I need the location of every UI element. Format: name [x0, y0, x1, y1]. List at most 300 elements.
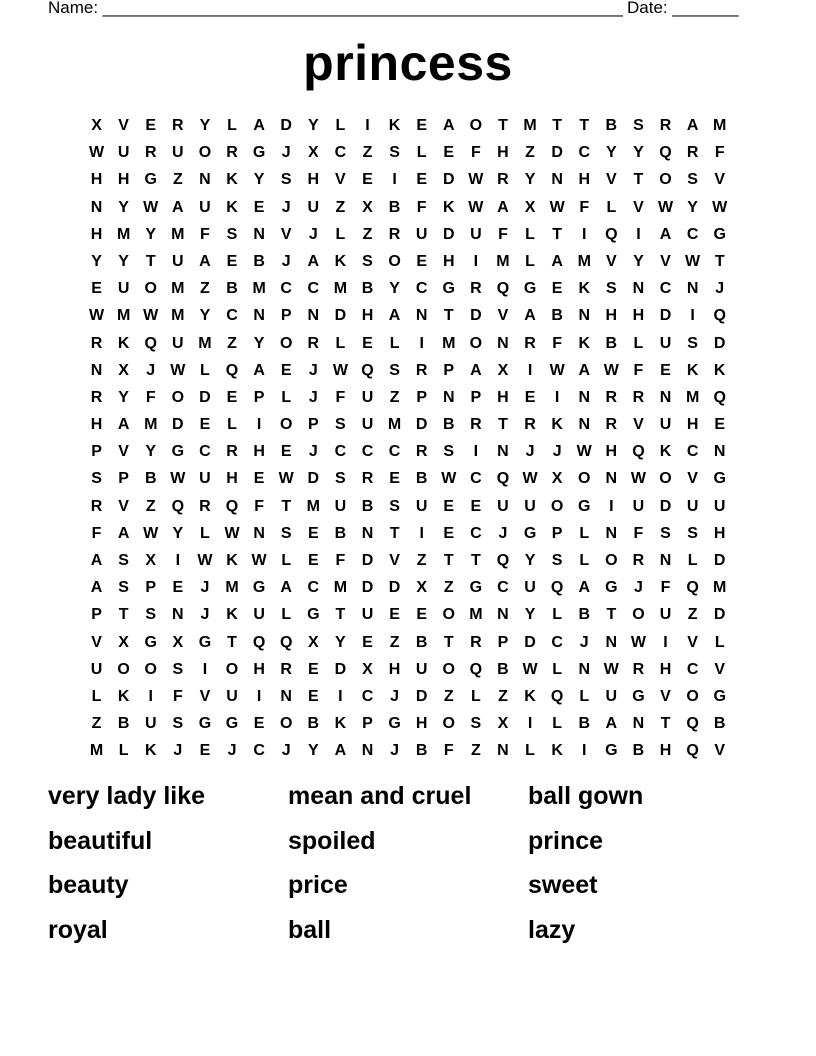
grid-cell[interactable]: Z — [389, 388, 400, 406]
grid-cell[interactable]: V — [605, 171, 617, 189]
grid-cell[interactable]: U — [415, 497, 428, 515]
grid-cell[interactable]: Q — [686, 715, 699, 733]
grid-cell[interactable]: V — [660, 687, 671, 705]
grid-cell[interactable]: T — [389, 524, 400, 542]
grid-cell[interactable]: X — [118, 633, 129, 651]
grid-cell[interactable]: M — [387, 416, 402, 434]
grid-cell[interactable]: H — [497, 388, 509, 406]
grid-cell[interactable]: B — [442, 416, 455, 434]
grid-cell[interactable]: S — [687, 171, 698, 189]
grid-cell[interactable]: E — [362, 334, 373, 352]
grid-cell[interactable]: K — [686, 361, 699, 379]
grid-cell[interactable]: Y — [389, 280, 400, 298]
grid-cell[interactable]: O — [388, 252, 401, 270]
grid-cell[interactable]: G — [523, 280, 537, 298]
grid-cell[interactable]: A — [334, 742, 347, 760]
grid-cell[interactable]: R — [361, 470, 374, 488]
grid-cell[interactable]: N — [713, 443, 726, 461]
grid-cell[interactable]: N — [361, 742, 374, 760]
grid-cell[interactable]: P — [443, 361, 455, 379]
grid-cell[interactable]: J — [552, 443, 562, 461]
grid-cell[interactable]: E — [416, 171, 427, 189]
grid-cell[interactable]: U — [659, 416, 672, 434]
grid-cell[interactable]: K — [334, 252, 347, 270]
grid-cell[interactable]: F — [498, 225, 508, 243]
date-field[interactable]: Date: _______ — [627, 0, 739, 17]
grid-cell[interactable]: F — [335, 552, 346, 569]
grid-cell[interactable]: N — [497, 334, 509, 352]
grid-cell[interactable]: R — [659, 117, 672, 134]
grid-cell[interactable]: Q — [144, 334, 157, 352]
grid-cell[interactable]: L — [389, 334, 400, 352]
grid-cell[interactable]: L — [579, 552, 590, 569]
grid-cell[interactable]: N — [659, 552, 672, 569]
grid-cell[interactable]: B — [117, 715, 130, 733]
grid-cell[interactable]: R — [415, 443, 428, 461]
grid-cell[interactable]: S — [389, 361, 400, 379]
grid-cell[interactable]: P — [362, 715, 373, 733]
grid-cell[interactable]: Y — [253, 171, 265, 189]
grid-cell[interactable]: G — [144, 171, 157, 189]
grid-cell[interactable]: M — [333, 280, 348, 298]
grid-cell[interactable]: L — [200, 361, 210, 379]
grid-cell[interactable]: K — [226, 606, 238, 624]
grid-cell[interactable]: N — [280, 687, 292, 705]
grid-cell[interactable]: D — [524, 633, 536, 651]
grid-cell[interactable]: Y — [524, 552, 536, 569]
grid-cell[interactable]: D — [361, 552, 374, 569]
grid-cell[interactable]: R — [307, 334, 320, 352]
grid-cell[interactable]: I — [365, 117, 370, 134]
grid-cell[interactable]: I — [338, 687, 343, 705]
grid-cell[interactable]: N — [442, 388, 455, 406]
grid-cell[interactable]: A — [470, 361, 482, 379]
grid-cell[interactable]: G — [523, 524, 537, 542]
grid-cell[interactable]: Q — [225, 361, 239, 379]
grid-cell[interactable]: L — [606, 198, 617, 216]
grid-cell[interactable]: G — [469, 579, 483, 597]
grid-cell[interactable]: U — [686, 497, 699, 515]
grid-cell[interactable]: T — [498, 117, 508, 134]
grid-cell[interactable]: U — [361, 416, 374, 434]
grid-cell[interactable]: T — [443, 307, 454, 325]
grid-cell[interactable]: Q — [659, 144, 672, 162]
grid-cell[interactable]: U — [415, 660, 428, 678]
grid-cell[interactable]: I — [202, 660, 208, 678]
grid-cell[interactable]: I — [527, 715, 533, 733]
grid-cell[interactable]: T — [660, 715, 671, 733]
grid-cell[interactable]: X — [524, 198, 536, 216]
grid-cell[interactable]: N — [659, 388, 672, 406]
grid-cell[interactable]: L — [281, 388, 292, 406]
grid-cell[interactable]: B — [226, 280, 238, 298]
grid-cell[interactable]: R — [524, 416, 536, 434]
grid-cell[interactable]: B — [361, 497, 374, 515]
grid-cell[interactable]: N — [415, 307, 428, 325]
grid-cell[interactable]: V — [714, 171, 726, 189]
grid-cell[interactable]: F — [633, 524, 644, 542]
grid-cell[interactable]: O — [225, 660, 239, 678]
grid-cell[interactable]: F — [200, 225, 210, 243]
grid-cell[interactable]: Q — [496, 280, 510, 298]
grid-cell[interactable]: A — [605, 715, 618, 733]
grid-cell[interactable]: Q — [496, 470, 510, 488]
grid-cell[interactable]: H — [632, 307, 645, 325]
grid-cell[interactable]: O — [442, 606, 455, 624]
grid-cell[interactable]: B — [415, 633, 428, 651]
grid-cell[interactable]: E — [280, 361, 292, 379]
grid-cell[interactable]: D — [172, 416, 184, 434]
grid-cell[interactable]: J — [308, 443, 318, 461]
grid-cell[interactable]: R — [524, 334, 536, 352]
grid-cell[interactable]: U — [605, 687, 618, 705]
grid-cell[interactable]: Q — [496, 552, 510, 569]
grid-cell[interactable]: U — [90, 660, 103, 678]
grid-cell[interactable]: B — [388, 198, 401, 216]
grid-cell[interactable]: R — [280, 660, 292, 678]
grid-cell[interactable]: A — [253, 361, 265, 379]
grid-cell[interactable]: Z — [498, 687, 508, 705]
grid-cell[interactable]: B — [551, 307, 563, 325]
grid-cell[interactable]: N — [497, 606, 509, 624]
grid-cell[interactable]: F — [714, 144, 725, 162]
grid-cell[interactable]: A — [90, 579, 103, 597]
grid-cell[interactable]: J — [308, 361, 318, 379]
grid-cell[interactable]: Q — [171, 497, 185, 515]
grid-cell[interactable]: M — [171, 225, 185, 243]
grid-cell[interactable]: W — [224, 524, 240, 542]
grid-cell[interactable]: K — [117, 334, 130, 352]
grid-cell[interactable]: N — [578, 388, 591, 406]
grid-cell[interactable]: S — [226, 225, 238, 243]
grid-cell[interactable]: X — [307, 144, 319, 162]
grid-cell[interactable]: L — [552, 660, 563, 678]
grid-cell[interactable]: M — [171, 280, 185, 298]
grid-cell[interactable]: F — [443, 742, 454, 760]
grid-cell[interactable]: E — [416, 117, 427, 134]
grid-cell[interactable]: W — [143, 307, 159, 325]
grid-cell[interactable]: G — [144, 633, 157, 651]
grid-cell[interactable]: O — [550, 497, 564, 515]
grid-cell[interactable]: E — [145, 117, 157, 134]
grid-cell[interactable]: C — [361, 687, 374, 705]
grid-cell[interactable]: V — [714, 660, 726, 678]
grid-cell[interactable]: P — [551, 524, 563, 542]
grid-cell[interactable]: Y — [335, 633, 346, 651]
grid-cell[interactable]: N — [686, 280, 699, 298]
grid-cell[interactable]: S — [280, 524, 292, 542]
grid-cell[interactable]: V — [660, 252, 671, 270]
grid-cell[interactable]: E — [307, 552, 319, 569]
grid-cell[interactable]: Q — [361, 361, 374, 379]
grid-cell[interactable]: E — [226, 388, 238, 406]
grid-cell[interactable]: Y — [118, 198, 129, 216]
grid-cell[interactable]: Y — [524, 606, 536, 624]
grid-cell[interactable]: K — [226, 552, 238, 569]
grid-cell[interactable]: K — [524, 687, 536, 705]
grid-cell[interactable]: P — [416, 388, 427, 406]
grid-cell[interactable]: T — [118, 606, 129, 624]
grid-cell[interactable]: Y — [118, 388, 129, 406]
grid-cell[interactable]: R — [415, 361, 428, 379]
grid-cell[interactable]: C — [280, 280, 292, 298]
grid-cell[interactable]: J — [200, 579, 210, 597]
grid-cell[interactable]: H — [117, 171, 130, 189]
grid-cell[interactable]: G — [388, 715, 401, 733]
grid-cell[interactable]: I — [419, 334, 424, 352]
grid-cell[interactable]: W — [712, 198, 728, 216]
grid-cell[interactable]: X — [307, 633, 319, 651]
grid-cell[interactable]: H — [388, 660, 401, 678]
grid-cell[interactable]: U — [497, 497, 509, 515]
grid-cell[interactable]: O — [144, 280, 157, 298]
grid-cell[interactable]: E — [524, 388, 536, 406]
grid-cell[interactable]: B — [253, 252, 265, 270]
grid-cell[interactable]: C — [470, 524, 482, 542]
grid-cell[interactable]: E — [416, 252, 427, 270]
grid-cell[interactable]: C — [199, 443, 211, 461]
grid-cell[interactable]: I — [473, 443, 479, 461]
grid-cell[interactable]: X — [91, 117, 102, 134]
grid-cell[interactable]: X — [416, 579, 427, 597]
grid-cell[interactable]: R — [90, 497, 103, 515]
grid-cell[interactable]: I — [419, 524, 424, 542]
grid-cell[interactable]: K — [226, 198, 238, 216]
grid-cell[interactable]: E — [389, 470, 400, 488]
grid-cell[interactable]: T — [335, 606, 346, 624]
grid-cell[interactable]: I — [256, 687, 262, 705]
grid-cell[interactable]: T — [443, 552, 454, 569]
grid-cell[interactable]: S — [660, 524, 671, 542]
grid-cell[interactable]: W — [170, 470, 186, 488]
grid-cell[interactable]: H — [415, 715, 428, 733]
grid-cell[interactable]: S — [280, 171, 292, 189]
grid-cell[interactable]: J — [390, 742, 400, 760]
grid-cell[interactable]: R — [199, 497, 211, 515]
grid-cell[interactable]: N — [578, 416, 591, 434]
grid-cell[interactable]: T — [498, 416, 508, 434]
grid-cell[interactable]: V — [199, 687, 211, 705]
grid-cell[interactable]: N — [253, 307, 265, 325]
grid-cell[interactable]: S — [362, 252, 373, 270]
grid-cell[interactable]: W — [468, 171, 484, 189]
grid-cell[interactable]: K — [659, 443, 672, 461]
grid-cell[interactable]: W — [143, 524, 159, 542]
grid-cell[interactable]: C — [253, 742, 265, 760]
grid-cell[interactable]: E — [714, 416, 726, 434]
grid-cell[interactable]: F — [552, 334, 563, 352]
grid-cell[interactable]: L — [281, 606, 292, 624]
grid-cell[interactable]: D — [334, 660, 347, 678]
grid-cell[interactable]: N — [632, 280, 645, 298]
grid-cell[interactable]: L — [227, 416, 237, 434]
grid-cell[interactable]: W — [522, 470, 538, 488]
grid-cell[interactable]: Y — [633, 144, 644, 162]
grid-cell[interactable]: D — [415, 687, 428, 705]
grid-cell[interactable]: U — [361, 606, 374, 624]
grid-cell[interactable]: Y — [605, 144, 617, 162]
grid-cell[interactable]: R — [226, 144, 238, 162]
grid-cell[interactable]: N — [605, 470, 618, 488]
grid-cell[interactable]: O — [144, 660, 157, 678]
grid-cell[interactable]: I — [473, 252, 479, 270]
grid-cell[interactable]: I — [663, 633, 668, 651]
grid-cell[interactable]: H — [686, 416, 699, 434]
grid-cell[interactable]: Q — [469, 660, 483, 678]
grid-cell[interactable]: J — [715, 280, 725, 298]
grid-cell[interactable]: Q — [279, 633, 293, 651]
grid-cell[interactable]: Y — [687, 198, 698, 216]
grid-cell[interactable]: T — [552, 117, 563, 134]
grid-cell[interactable]: W — [549, 198, 565, 216]
grid-cell[interactable]: X — [118, 361, 129, 379]
grid-cell[interactable]: W — [441, 470, 457, 488]
grid-cell[interactable]: B — [307, 715, 320, 733]
grid-cell[interactable]: E — [226, 252, 238, 270]
grid-cell[interactable]: M — [577, 252, 591, 270]
grid-cell[interactable]: K — [117, 687, 130, 705]
grid-cell[interactable]: W — [170, 361, 186, 379]
grid-cell[interactable]: G — [713, 470, 726, 488]
grid-cell[interactable]: X — [497, 715, 509, 733]
grid-cell[interactable]: W — [332, 361, 348, 379]
grid-cell[interactable]: C — [334, 144, 347, 162]
grid-cell[interactable]: S — [335, 470, 346, 488]
grid-cell[interactable]: X — [551, 470, 563, 488]
grid-cell[interactable]: C — [307, 280, 320, 298]
grid-cell[interactable]: Z — [362, 144, 373, 162]
grid-cell[interactable]: D — [280, 117, 292, 134]
grid-cell[interactable]: Z — [687, 606, 698, 624]
grid-cell[interactable]: O — [605, 552, 618, 569]
grid-cell[interactable]: B — [415, 742, 428, 760]
grid-cell[interactable]: B — [632, 742, 645, 760]
grid-cell[interactable]: L — [579, 524, 590, 542]
grid-cell[interactable]: L — [91, 687, 102, 705]
grid-cell[interactable]: L — [579, 687, 590, 705]
grid-cell[interactable]: O — [632, 606, 645, 624]
grid-cell[interactable]: E — [253, 470, 265, 488]
grid-cell[interactable]: B — [578, 606, 591, 624]
grid-cell[interactable]: W — [657, 198, 674, 216]
grid-cell[interactable]: F — [91, 524, 102, 542]
grid-cell[interactable]: F — [660, 579, 671, 597]
grid-cell[interactable]: C — [686, 660, 699, 678]
grid-cell[interactable]: L — [687, 552, 698, 569]
grid-cell[interactable]: E — [660, 361, 671, 379]
grid-cell[interactable]: W — [576, 443, 592, 461]
grid-cell[interactable]: Z — [470, 742, 481, 760]
grid-cell[interactable]: U — [253, 606, 265, 624]
grid-cell[interactable]: J — [498, 524, 508, 542]
grid-cell[interactable]: R — [388, 225, 401, 243]
grid-cell[interactable]: V — [497, 307, 509, 325]
grid-cell[interactable]: W — [630, 633, 646, 651]
grid-cell[interactable]: R — [470, 633, 482, 651]
grid-cell[interactable]: J — [281, 742, 291, 760]
grid-cell[interactable]: U — [199, 470, 211, 488]
grid-cell[interactable]: R — [226, 443, 238, 461]
grid-cell[interactable]: W — [522, 660, 538, 678]
grid-cell[interactable]: M — [523, 117, 537, 134]
grid-cell[interactable]: I — [175, 552, 181, 569]
grid-cell[interactable]: O — [686, 687, 699, 705]
grid-cell[interactable]: A — [497, 198, 509, 216]
grid-cell[interactable]: U — [307, 198, 320, 216]
grid-cell[interactable]: H — [253, 660, 265, 678]
grid-cell[interactable]: G — [442, 280, 455, 298]
grid-cell[interactable]: H — [659, 660, 672, 678]
grid-cell[interactable]: H — [253, 443, 265, 461]
grid-cell[interactable]: L — [118, 742, 129, 760]
grid-cell[interactable]: B — [605, 117, 618, 134]
grid-cell[interactable]: Q — [605, 225, 618, 243]
grid-cell[interactable]: Y — [91, 252, 102, 270]
grid-cell[interactable]: G — [171, 443, 185, 461]
grid-cell[interactable]: M — [333, 579, 348, 597]
grid-cell[interactable]: C — [361, 443, 374, 461]
grid-cell[interactable]: R — [470, 416, 482, 434]
grid-cell[interactable]: J — [173, 742, 183, 760]
grid-cell[interactable]: D — [334, 307, 347, 325]
grid-cell[interactable]: S — [687, 334, 698, 352]
grid-cell[interactable]: H — [307, 171, 320, 189]
grid-cell[interactable]: N — [199, 171, 211, 189]
grid-cell[interactable]: V — [91, 633, 102, 651]
grid-cell[interactable]: A — [524, 307, 536, 325]
grid-cell[interactable]: Z — [200, 280, 210, 298]
grid-cell[interactable]: Y — [172, 524, 184, 542]
grid-cell[interactable]: I — [148, 687, 153, 705]
grid-cell[interactable]: Y — [145, 225, 157, 243]
grid-cell[interactable]: W — [630, 470, 646, 488]
grid-cell[interactable]: O — [469, 334, 483, 352]
grid-cell[interactable]: M — [685, 388, 700, 406]
grid-cell[interactable]: L — [714, 633, 725, 651]
grid-cell[interactable]: C — [226, 307, 238, 325]
grid-cell[interactable]: O — [442, 660, 455, 678]
grid-cell[interactable]: C — [659, 280, 672, 298]
grid-cell[interactable]: T — [606, 606, 617, 624]
grid-cell[interactable]: O — [117, 660, 130, 678]
grid-cell[interactable]: F — [579, 198, 590, 216]
grid-cell[interactable]: O — [659, 171, 672, 189]
grid-cell[interactable]: U — [226, 687, 238, 705]
grid-cell[interactable]: A — [307, 252, 320, 270]
grid-cell[interactable]: H — [605, 307, 618, 325]
grid-cell[interactable]: W — [603, 660, 619, 678]
grid-cell[interactable]: D — [659, 307, 672, 325]
grid-cell[interactable]: W — [88, 307, 105, 325]
grid-cell[interactable]: H — [226, 470, 238, 488]
grid-cell[interactable]: N — [497, 443, 509, 461]
grid-cell[interactable]: S — [443, 443, 455, 461]
grid-cell[interactable]: V — [280, 225, 292, 243]
grid-cell[interactable]: Z — [172, 171, 183, 189]
grid-cell[interactable]: G — [713, 687, 726, 705]
grid-cell[interactable]: J — [633, 579, 643, 597]
grid-cell[interactable]: J — [390, 687, 400, 705]
grid-cell[interactable]: A — [90, 552, 103, 569]
grid-cell[interactable]: J — [579, 633, 589, 651]
grid-cell[interactable]: L — [470, 687, 481, 705]
grid-cell[interactable]: Z — [362, 225, 373, 243]
grid-cell[interactable]: F — [470, 144, 481, 162]
grid-cell[interactable]: G — [713, 225, 726, 243]
grid-cell[interactable]: Y — [307, 742, 319, 760]
grid-cell[interactable]: T — [470, 552, 481, 569]
grid-cell[interactable]: T — [227, 633, 237, 651]
